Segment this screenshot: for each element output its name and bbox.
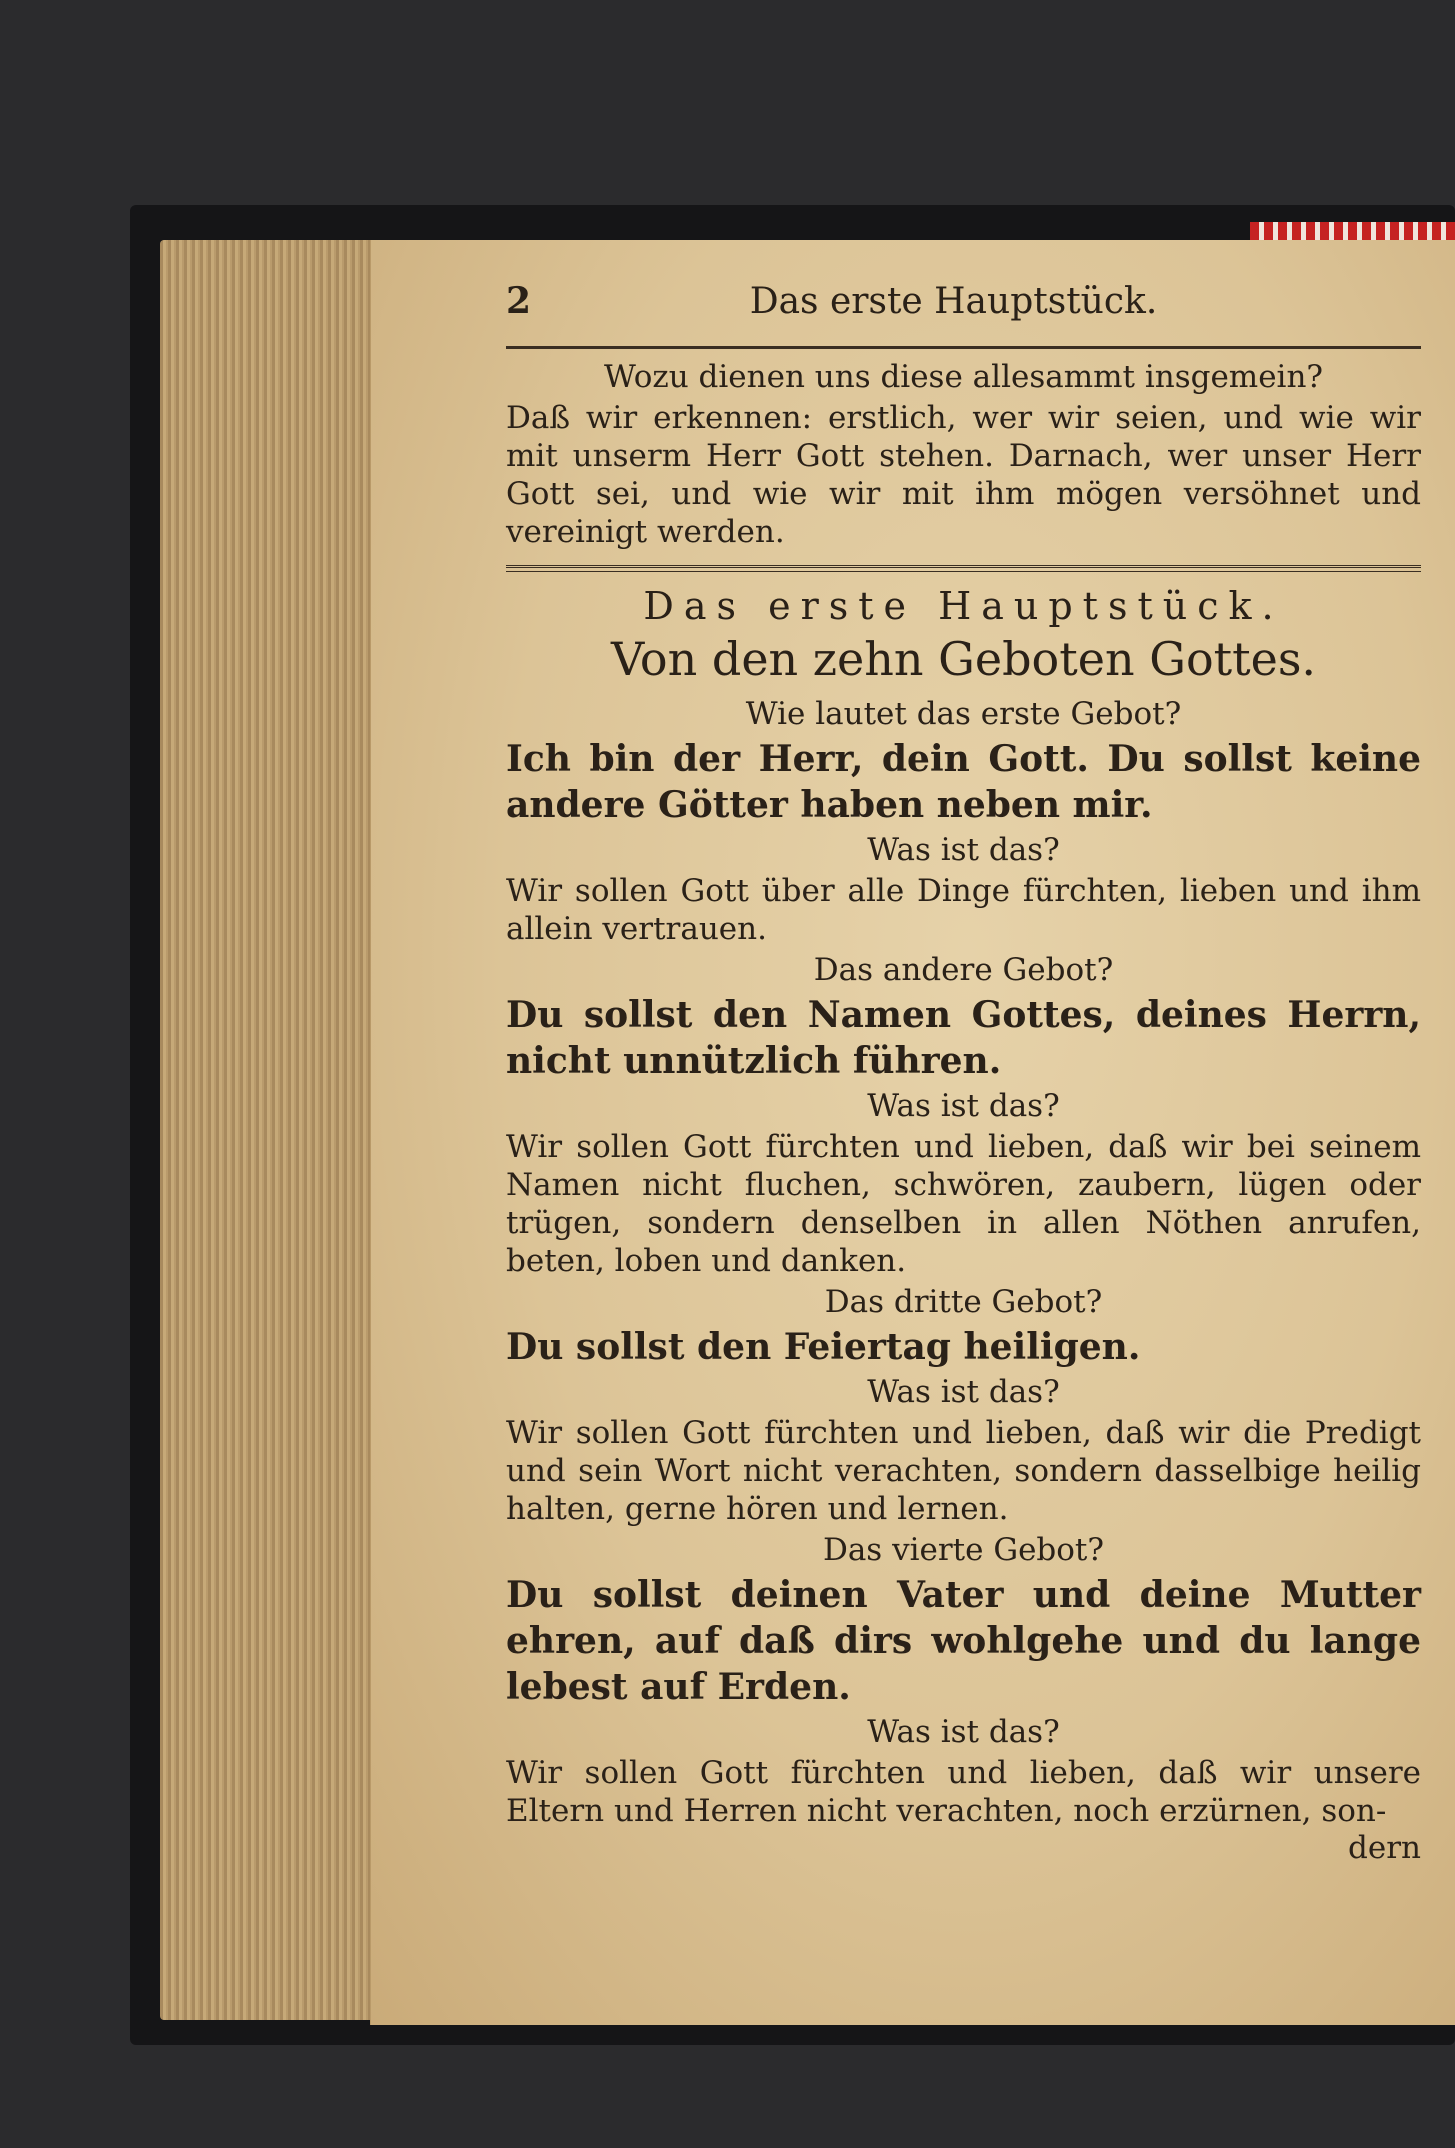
meaning-question: Was ist das?: [867, 1374, 1060, 1410]
page-edges: [160, 240, 400, 2020]
catchword: dern: [1348, 1830, 1421, 1866]
running-head: Das erste Hauptstück.: [749, 281, 1158, 322]
meaning-answer: Wir sollen Gott über alle Dinge fürchten, lieben und ihm allein vertrauen.: [506, 873, 1421, 947]
commandment-text: Du sollst deinen Vater und deine Mutter ehren, auf daß dirs wohlgehe und du lange lebest auf Erden.: [506, 1574, 1421, 1708]
commandment-question: Das vierte Gebot?: [822, 1532, 1105, 1568]
page-content: [506, 280, 1421, 1866]
chapter-label: Das erste Hauptstück.: [643, 584, 1284, 628]
chapter-title: Von den zehn Geboten Gottes.: [610, 632, 1317, 686]
commandment-text: Ich bin der Herr, dein Gott. Du sollst keine andere Götter haben neben mir.: [506, 738, 1421, 826]
meaning-question: Was ist das?: [867, 1088, 1060, 1124]
commandment-text: Du sollst den Namen Gottes, deines Herrn, nicht unnützlich führen.: [506, 994, 1421, 1082]
commandment-text: Du sollst den Feiertag heiligen.: [506, 1326, 1141, 1368]
meaning-answer: Wir sollen Gott fürchten und lieben, daß wir bei seinem Namen nicht fluchen, schwören, zaubern, lügen oder trügen, sondern denselben in allen Nöthen anrufen, beten, loben und danken.: [506, 1129, 1421, 1279]
commandment-question: Wie lautet das erste Gebot?: [745, 696, 1182, 732]
header-rule: [506, 346, 1421, 349]
intro-answer: Daß wir erkennen: erstlich, wer wir seien, und wie wir mit unserm Herr Gott stehen. Darnach, wer unser Herr Gott sei, und wie wir mit ihm mögen versöhnet und vereinigt werden.: [506, 400, 1421, 550]
intro-question: Wozu dienen uns diese allesammt insgemein?: [603, 359, 1324, 395]
meaning-question: Was ist das?: [867, 832, 1060, 868]
section-rule: [506, 565, 1421, 572]
page-number: 2: [506, 280, 532, 322]
commandment-question: Das andere Gebot?: [813, 952, 1114, 988]
book-page: [370, 240, 1455, 2025]
page-header: [506, 280, 1421, 340]
commandment-question: Das dritte Gebot?: [824, 1284, 1103, 1320]
meaning-answer: Wir sollen Gott fürchten und lieben, daß wir unsere Eltern und Herren nicht verachten, noch erzürnen, son-: [506, 1755, 1421, 1829]
meaning-question: Was ist das?: [867, 1714, 1060, 1750]
meaning-answer: Wir sollen Gott fürchten und lieben, daß wir die Predigt und sein Wort nicht verachten, sondern dasselbige heilig halten, gerne hören und lernen.: [506, 1415, 1421, 1527]
